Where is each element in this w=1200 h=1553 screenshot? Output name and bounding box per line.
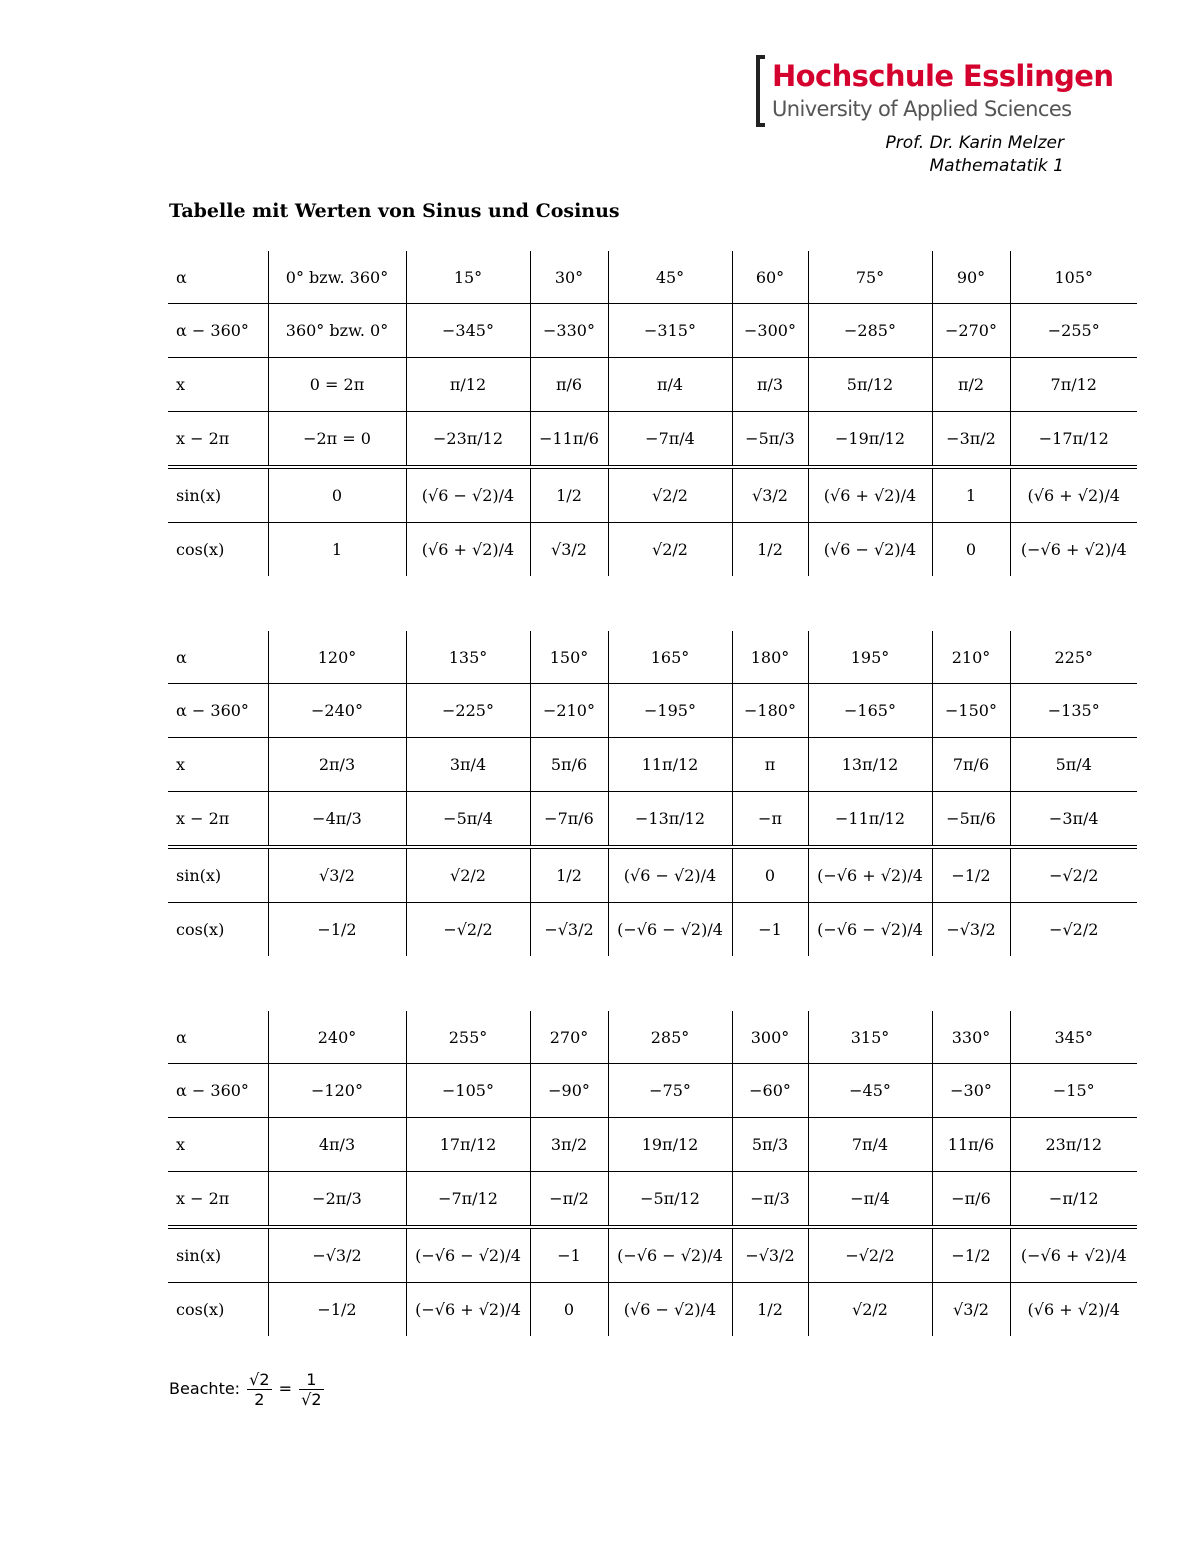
table-cell: −π/3 (732, 1172, 808, 1228)
table-cell: −150° (932, 684, 1010, 738)
table-cell: −2π = 0 (268, 412, 406, 468)
table-cell: 0 (932, 523, 1010, 577)
table-cell: 5π/3 (732, 1118, 808, 1172)
table-cell: −7π/4 (608, 412, 732, 468)
table-cell: −4π/3 (268, 792, 406, 848)
table-cell: 11π/6 (932, 1118, 1010, 1172)
table-cell: √2/2 (808, 1283, 932, 1337)
cos-row (168, 1283, 1137, 1337)
table-cell: (√6 + √2)/4 (1010, 467, 1137, 523)
table-cell: (−√6 − √2)/4 (608, 1227, 732, 1283)
table-cell: −225° (406, 684, 530, 738)
note-rhs-fraction (299, 1370, 323, 1409)
table-cell: (√6 + √2)/4 (1010, 1283, 1137, 1337)
table-cell: √2/2 (608, 523, 732, 577)
table-cell: √3/2 (530, 523, 608, 577)
table-cell: −π (732, 792, 808, 848)
table-cell: π/6 (530, 358, 608, 412)
row-label: sin(x) (168, 1227, 268, 1283)
table-cell: 19π/12 (608, 1118, 732, 1172)
note-lhs-fraction (247, 1370, 271, 1409)
table-cell: √2/2 (608, 467, 732, 523)
table-cell: π/3 (732, 358, 808, 412)
table-cell: 240° (268, 1011, 406, 1064)
table-cell: 2π/3 (268, 738, 406, 792)
table-cell: 45° (608, 251, 732, 304)
table-cell: 300° (732, 1011, 808, 1064)
alpha-row (168, 631, 1137, 684)
table-cell: 105° (1010, 251, 1137, 304)
author-name: Prof. Dr. Karin Melzer (885, 133, 1064, 153)
cos-row (168, 903, 1137, 957)
table-cell: √3/2 (732, 467, 808, 523)
table-cell: (√6 − √2)/4 (808, 523, 932, 577)
note-lhs-numerator: √2 (249, 1370, 270, 1389)
table-cell: √2/2 (406, 847, 530, 903)
x-minus-2pi-row (168, 792, 1137, 848)
table-cell: −120° (268, 1064, 406, 1118)
table-cell: (−√6 − √2)/4 (608, 903, 732, 957)
row-label: cos(x) (176, 1300, 225, 1319)
table-cell: −330° (530, 304, 608, 358)
table-cell: −5π/4 (406, 792, 530, 848)
table-cell: −3π/4 (1010, 792, 1137, 848)
table-cell: 1 (268, 523, 406, 577)
table-cell: 225° (1010, 631, 1137, 684)
table-cell: 180° (732, 631, 808, 684)
table-cell: −π/12 (1010, 1172, 1137, 1228)
table-cell: −√2/2 (1010, 847, 1137, 903)
table-cell: 7π/4 (808, 1118, 932, 1172)
table-cell: 5π/6 (530, 738, 608, 792)
sin-row (168, 467, 1137, 523)
table-cell: 120° (268, 631, 406, 684)
table-cell: (√6 − √2)/4 (608, 1283, 732, 1337)
table-cell: −210° (530, 684, 608, 738)
table-cell: √3/2 (268, 847, 406, 903)
note-rhs-numerator: 1 (299, 1370, 323, 1390)
table-cell: −√3/2 (268, 1227, 406, 1283)
table-cell: 30° (530, 251, 608, 304)
table-cell: 17π/12 (406, 1118, 530, 1172)
row-label: α (168, 1011, 268, 1064)
trig-table-1 (168, 251, 1137, 576)
table-cell: −195° (608, 684, 732, 738)
table-cell: 4π/3 (268, 1118, 406, 1172)
table-cell: −1/2 (932, 1227, 1010, 1283)
table-cell: −90° (530, 1064, 608, 1118)
trig-table-3 (168, 1011, 1137, 1336)
table-cell: π/2 (932, 358, 1010, 412)
table-cell: −7π/12 (406, 1172, 530, 1228)
row-label: α (168, 631, 268, 684)
logo-name: Hochschule Esslingen (772, 59, 1114, 93)
table-cell: −17π/12 (1010, 412, 1137, 468)
table-cell: −1 (732, 903, 808, 957)
table-cell: 1/2 (732, 523, 808, 577)
table-cell: (−√6 + √2)/4 (808, 847, 932, 903)
table-cell: (−√6 − √2)/4 (808, 903, 932, 957)
table-cell: −270° (932, 304, 1010, 358)
alpha-minus-360-row (168, 1064, 1137, 1118)
table-cell: −23π/12 (406, 412, 530, 468)
table-cell: −45° (808, 1064, 932, 1118)
table-cell: −345° (406, 304, 530, 358)
alpha-minus-360-row (168, 304, 1137, 358)
table-cell: (√6 + √2)/4 (406, 523, 530, 577)
table-cell: 255° (406, 1011, 530, 1064)
table-cell: (−√6 + √2)/4 (1010, 1227, 1137, 1283)
table-cell: 75° (808, 251, 932, 304)
table-cell: (√6 + √2)/4 (808, 467, 932, 523)
sin-row (168, 847, 1137, 903)
logo-bracket (756, 55, 765, 127)
table-cell: −180° (732, 684, 808, 738)
note-label: Beachte: (169, 1379, 241, 1398)
table-cell: (−√6 + √2)/4 (1010, 523, 1137, 577)
table-cell: 315° (808, 1011, 932, 1064)
table-cell: 11π/12 (608, 738, 732, 792)
row-label: x (168, 738, 268, 792)
x-minus-2pi-row (168, 1172, 1137, 1228)
table-cell: −240° (268, 684, 406, 738)
table-cell: −√2/2 (1010, 903, 1137, 957)
table-cell: −√2/2 (808, 1227, 932, 1283)
x-row (168, 738, 1137, 792)
alpha-row (168, 1011, 1137, 1064)
cos-row (168, 523, 1137, 577)
table-cell: 330° (932, 1011, 1010, 1064)
alpha-minus-360-row (168, 684, 1137, 738)
row-label: cos(x) (176, 920, 225, 939)
table-cell: 0 (268, 467, 406, 523)
table-cell: 1 (932, 467, 1010, 523)
table-cell: −11π/6 (530, 412, 608, 468)
table-cell: 1/2 (530, 467, 608, 523)
table-cell: √3/2 (932, 1283, 1010, 1337)
table-cell: 0° bzw. 360° (268, 251, 406, 304)
author-block (885, 132, 1064, 178)
table-cell: −π/6 (932, 1172, 1010, 1228)
table-cell: 1/2 (732, 1283, 808, 1337)
table-cell: 270° (530, 1011, 608, 1064)
table-cell: −255° (1010, 304, 1137, 358)
row-label: x − 2π (168, 792, 268, 848)
row-label: x (168, 358, 268, 412)
table-cell: 5π/12 (808, 358, 932, 412)
table-cell: (−√6 + √2)/4 (406, 1283, 530, 1337)
table-cell: 5π/4 (1010, 738, 1137, 792)
row-label: sin(x) (168, 467, 268, 523)
table-cell: 13π/12 (808, 738, 932, 792)
table-cell: 7π/6 (932, 738, 1010, 792)
table-cell: −285° (808, 304, 932, 358)
sin-row (168, 1227, 1137, 1283)
table-cell: 1/2 (530, 847, 608, 903)
table-cell: 165° (608, 631, 732, 684)
table-cell: −√2/2 (406, 903, 530, 957)
table-cell: −7π/6 (530, 792, 608, 848)
table-cell: 23π/12 (1010, 1118, 1137, 1172)
table-cell: −13π/12 (608, 792, 732, 848)
table-cell: 60° (732, 251, 808, 304)
page-title: Tabelle mit Werten von Sinus und Cosinus (169, 200, 620, 222)
table-cell: 3π/4 (406, 738, 530, 792)
row-label: α − 360° (168, 304, 268, 358)
university-logo (756, 55, 1114, 130)
table-cell: −11π/12 (808, 792, 932, 848)
table-cell: −5π/12 (608, 1172, 732, 1228)
table-cell: −1/2 (268, 1283, 406, 1337)
table-cell: −60° (732, 1064, 808, 1118)
table-cell: (−√6 − √2)/4 (406, 1227, 530, 1283)
row-label: α (168, 251, 268, 304)
table-cell: −15° (1010, 1064, 1137, 1118)
note (169, 1370, 326, 1409)
table-cell: −5π/6 (932, 792, 1010, 848)
table-cell: −75° (608, 1064, 732, 1118)
table-cell: −30° (932, 1064, 1010, 1118)
table-cell: 345° (1010, 1011, 1137, 1064)
table-cell: 7π/12 (1010, 358, 1137, 412)
table-cell: 135° (406, 631, 530, 684)
course-name: Mathematatik 1 (929, 156, 1064, 176)
table-cell: −300° (732, 304, 808, 358)
table-cell: 195° (808, 631, 932, 684)
table-cell: 210° (932, 631, 1010, 684)
table-cell: (√6 − √2)/4 (406, 467, 530, 523)
logo-subtitle: University of Applied Sciences (772, 97, 1072, 121)
note-equals: = (278, 1379, 293, 1398)
table-cell: −3π/2 (932, 412, 1010, 468)
table-cell: π/4 (608, 358, 732, 412)
table-cell: −π/4 (808, 1172, 932, 1228)
table-cell: −π/2 (530, 1172, 608, 1228)
table-cell: −1/2 (268, 903, 406, 957)
table-cell: 3π/2 (530, 1118, 608, 1172)
x-row (168, 1118, 1137, 1172)
table-cell: −√3/2 (932, 903, 1010, 957)
note-lhs-denominator: 2 (254, 1390, 265, 1409)
x-row (168, 358, 1137, 412)
table-cell: 0 (530, 1283, 608, 1337)
table-cell: −5π/3 (732, 412, 808, 468)
table-cell: (√6 − √2)/4 (608, 847, 732, 903)
row-label: cos(x) (176, 540, 225, 559)
table-cell: −135° (1010, 684, 1137, 738)
x-minus-2pi-row (168, 412, 1137, 468)
row-label: α − 360° (168, 684, 268, 738)
table-cell: 285° (608, 1011, 732, 1064)
table-cell: 0 (732, 847, 808, 903)
trig-table-2 (168, 631, 1137, 956)
table-cell: −315° (608, 304, 732, 358)
table-cell: 15° (406, 251, 530, 304)
alpha-row (168, 251, 1137, 304)
table-cell: −165° (808, 684, 932, 738)
table-cell: −√3/2 (732, 1227, 808, 1283)
row-label: sin(x) (168, 847, 268, 903)
row-label: x − 2π (168, 1172, 268, 1228)
table-cell: −1/2 (932, 847, 1010, 903)
table-cell: 360° bzw. 0° (268, 304, 406, 358)
table-cell: 90° (932, 251, 1010, 304)
table-cell: −105° (406, 1064, 530, 1118)
table-cell: −2π/3 (268, 1172, 406, 1228)
row-label: x − 2π (168, 412, 268, 468)
table-cell: 150° (530, 631, 608, 684)
table-cell: π/12 (406, 358, 530, 412)
row-label: x (168, 1118, 268, 1172)
note-rhs-denominator: √2 (301, 1390, 322, 1409)
row-label: α − 360° (168, 1064, 268, 1118)
table-cell: −1 (530, 1227, 608, 1283)
table-cell: −√3/2 (530, 903, 608, 957)
table-cell: π (732, 738, 808, 792)
table-cell: 0 = 2π (268, 358, 406, 412)
table-cell: −19π/12 (808, 412, 932, 468)
